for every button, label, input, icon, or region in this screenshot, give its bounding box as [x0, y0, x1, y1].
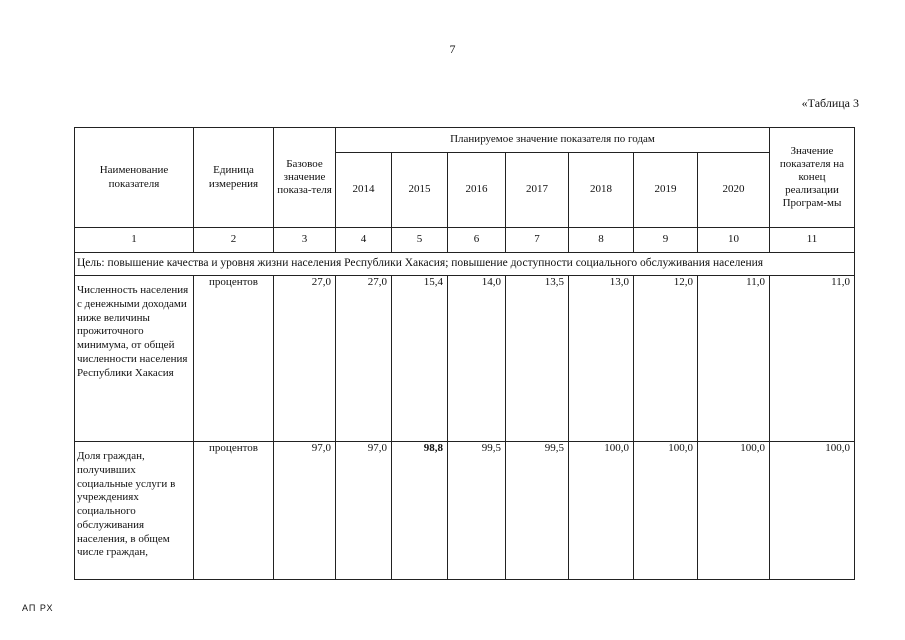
header-year: 2020	[698, 153, 770, 228]
year-value: 97,0	[336, 442, 392, 580]
column-number: 3	[274, 228, 336, 253]
column-number: 1	[75, 228, 194, 253]
column-number-row	[75, 228, 855, 253]
year-value: 100,0	[698, 442, 770, 580]
column-number: 8	[569, 228, 634, 253]
column-number: 5	[392, 228, 448, 253]
base-value: 97,0	[274, 442, 336, 580]
header-year: 2017	[506, 153, 569, 228]
header-unit: Единица измерения	[194, 128, 274, 228]
column-number: 7	[506, 228, 569, 253]
indicator-name: Доля граждан, получивших социальные услуги в учреждениях социального обслуживания населения, в общем числе граждан,	[75, 442, 194, 580]
header-year: 2015	[392, 153, 448, 228]
goal-row	[75, 253, 855, 276]
header-base: Базовое значение показа-теля	[274, 128, 336, 228]
year-value: 99,5	[506, 442, 569, 580]
goal-text: Цель: повышение качества и уровня жизни населения Республики Хакасия; повышение доступности социального обслуживания населения	[75, 253, 855, 276]
year-value: 14,0	[448, 276, 506, 442]
year-value: 13,5	[506, 276, 569, 442]
year-value: 15,4	[392, 276, 448, 442]
year-value: 12,0	[634, 276, 698, 442]
table-row	[75, 442, 855, 580]
header-year: 2014	[336, 153, 392, 228]
column-number: 2	[194, 228, 274, 253]
table-row	[75, 276, 855, 442]
year-value: 100,0	[569, 442, 634, 580]
header-name: Наименование показателя	[75, 128, 194, 228]
header-year: 2016	[448, 153, 506, 228]
year-value: 99,5	[448, 442, 506, 580]
indicator-name: Численность населения с денежными доходами ниже величины прожиточного минимума, от общей численности населения Республики Хакасия	[75, 276, 194, 442]
final-value: 11,0	[770, 276, 855, 442]
column-number: 10	[698, 228, 770, 253]
indicator-table	[74, 127, 855, 580]
final-value: 100,0	[770, 442, 855, 580]
year-value: 11,0	[698, 276, 770, 442]
year-value: 100,0	[634, 442, 698, 580]
column-number: 6	[448, 228, 506, 253]
base-value: 27,0	[274, 276, 336, 442]
header-planned: Планируемое значение показателя по годам	[336, 128, 770, 153]
year-value: 98,8	[392, 442, 448, 580]
header-row-top	[75, 128, 855, 153]
table-caption: «Таблица 3	[801, 96, 859, 110]
year-value: 27,0	[336, 276, 392, 442]
column-number: 4	[336, 228, 392, 253]
header-year: 2018	[569, 153, 634, 228]
year-value: 13,0	[569, 276, 634, 442]
footer-mark: АП РХ	[22, 603, 54, 613]
indicator-unit: процентов	[194, 442, 274, 580]
indicator-unit: процентов	[194, 276, 274, 442]
header-year: 2019	[634, 153, 698, 228]
header-final: Значение показателя на конец реализации Програм-мы	[770, 128, 855, 228]
column-number: 9	[634, 228, 698, 253]
page-number: 7	[449, 42, 456, 56]
column-number: 11	[770, 228, 855, 253]
